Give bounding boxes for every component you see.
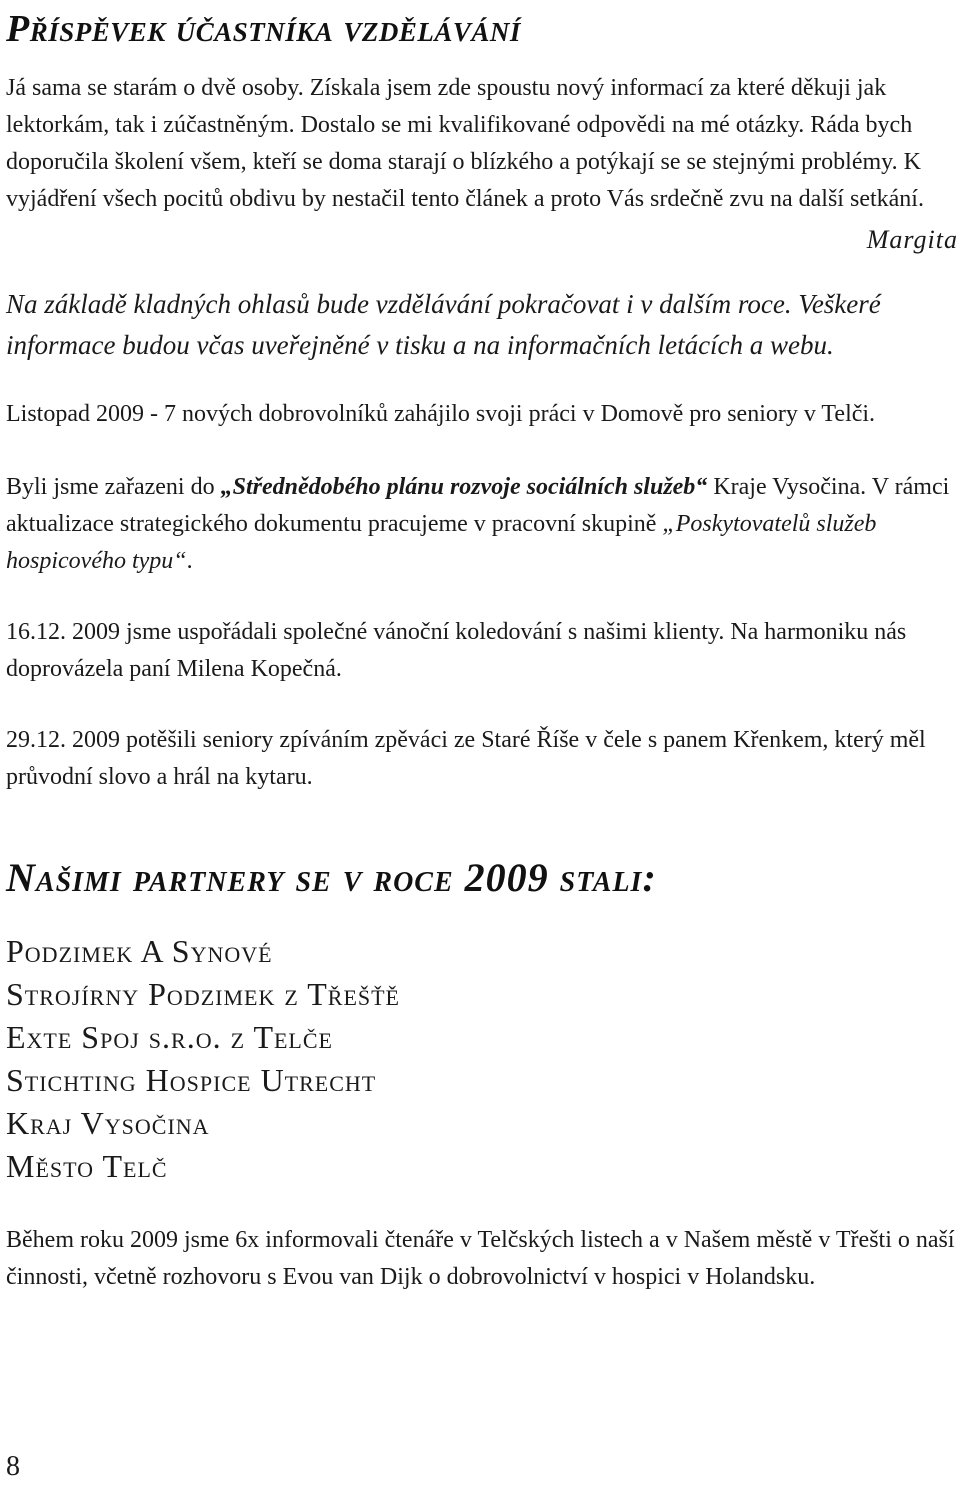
partner-item: Město Telč: [6, 1148, 168, 1184]
news-strategic-plan: [6, 469, 958, 580]
partner-item: Kraj Vysočina: [6, 1105, 210, 1141]
testimonial-signature: Margita: [866, 225, 958, 254]
plan-text-1: Byli jsme zařazeni do: [6, 474, 221, 500]
education-announcement: Na základě kladných ohlasů bude vzdělávání pokračovat i v dalším roce. Veškeré informace budou včas uveřejněné v tisku a na informačních letácích a webu.: [6, 289, 881, 360]
news-singers: 29.12. 2009 potěšili seniory zpíváním zpěváci ze Staré Říše v čele s panem Křenkem, který měl průvodní slovo a hrál na kytaru.: [6, 727, 926, 790]
section-title-partners: Našimi partnery se v roce 2009 stali:: [6, 855, 657, 900]
plan-text-2: Kraje Vysočina. V rámci aktualizace strategického dokumentu pracujeme v pracovní skupině: [6, 474, 950, 537]
plan-workgroup-italic: „Poskytovatelů služeb hospicového typu“: [6, 511, 877, 574]
partner-item: Podzimek A Synové: [6, 933, 273, 969]
partners-list: [6, 930, 958, 1188]
news-carols: 16.12. 2009 jsme uspořádali společné vánoční koledování s našimi klienty. Na harmoniku nás doprovázela paní Milena Kopečná.: [6, 619, 907, 682]
section-title-participant-contribution: Příspěvek účastníka vzdělávání: [6, 8, 521, 50]
plan-text-3: .: [186, 548, 193, 574]
partner-item: Exte Spoj s.r.o. z Telče: [6, 1019, 333, 1055]
participant-testimonial: Já sama se starám o dvě osoby. Získala jsem zde spoustu nový informací za které děkuji jak lektorkám, tak i zúčastněným. Dostalo se mi kvalifikované odpovědi na mé otázky. Ráda bych doporučila školení všem, kteří se doma starají o blízkého a potýkají se se stejnými problémy. K vyjádření všech pocitů obdivu by nestačil tento článek a proto Vás srdečně zvu na další setkání.: [6, 75, 924, 212]
closing-paragraph: Během roku 2009 jsme 6x informovali čtenáře v Telčských listech a v Našem městě v Třešti o naší činnosti, včetně rozhovoru s Evou van Dijk o dobrovolnictví v hospici v Holandsku.: [6, 1227, 955, 1290]
page-number: 8: [6, 1451, 20, 1482]
news-volunteers: Listopad 2009 - 7 nových dobrovolníků zahájilo svoji práci v Domově pro seniory v Telči.: [6, 401, 876, 427]
partner-item: Stichting Hospice Utrecht: [6, 1062, 377, 1098]
plan-title-bold: „Střednědobého plánu rozvoje sociálních služeb“: [220, 474, 708, 500]
partner-item: Strojírny Podzimek z Třešťě: [6, 976, 400, 1012]
document-page: [6, 0, 958, 1296]
